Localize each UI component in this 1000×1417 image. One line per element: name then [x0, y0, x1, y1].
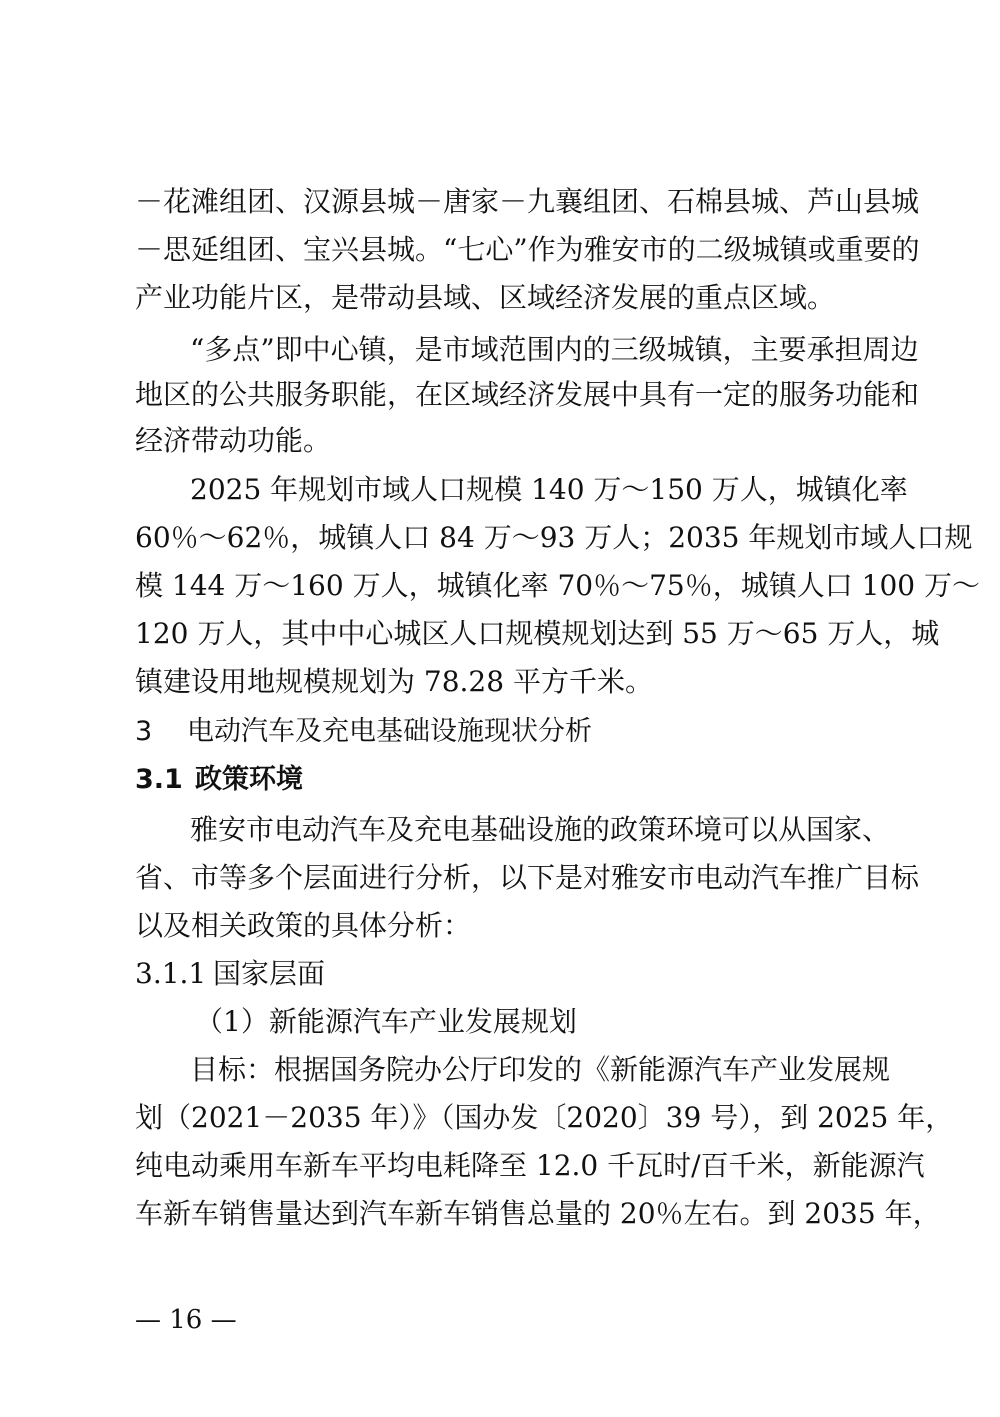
body-line: 120 万人，其中中心城区人口规模规划达到 55 万～65 万人，城	[135, 617, 940, 650]
body-line: 目标：根据国务院办公厅印发的《新能源汽车产业发展规	[190, 1053, 891, 1086]
section-title: 国家层面	[213, 957, 326, 990]
section-3-1-1-heading	[135, 954, 875, 994]
body-line: 产业功能片区，是带动县域、区域经济发展的重点区域。	[135, 281, 836, 314]
body-line: 纯电动乘用车新车平均电耗降至 12.0 千瓦时/百千米，新能源汽	[135, 1149, 925, 1182]
body-line: 2025 年规划市域人口规模 140 万～150 万人，城镇化率	[190, 473, 908, 506]
body-line: 地区的公共服务职能，在区域经济发展中具有一定的服务功能和	[135, 378, 920, 411]
section-title: 电动汽车及充电基础设施现状分析	[187, 716, 592, 747]
body-line: －花滩组团、汉源县城－唐家－九襄组团、石棉县城、芦山县城	[135, 185, 920, 218]
body-line: 经济带动功能。	[135, 424, 332, 457]
body-line: 省、市等多个层面进行分析，以下是对雅安市电动汽车推广目标	[135, 861, 920, 894]
body-line: 雅安市电动汽车及充电基础设施的政策环境可以从国家、	[190, 813, 891, 846]
section-3-1-heading	[135, 760, 875, 800]
body-line: 以及相关政策的具体分析：	[135, 909, 472, 942]
section-number: 3.1.1	[135, 957, 207, 990]
body-line: 模 144 万～160 万人，城镇化率 70％～75％，城镇人口 100 万～	[135, 569, 980, 602]
body-line: “多点”即中心镇，是市域范围内的三级城镇，主要承担周边	[190, 333, 919, 366]
list-item-heading: （1）新能源汽车产业发展规划	[195, 1005, 577, 1038]
section-title: 政策环境	[195, 764, 303, 795]
section-number: 3	[135, 716, 153, 747]
section-number: 3.1	[135, 764, 183, 795]
body-line: 车新车销售量达到汽车新车销售总量的 20％左右。到 2035 年，	[135, 1197, 941, 1230]
body-line: 划（2021－2035 年）》（国办发〔2020〕39 号），到 2025 年，	[135, 1101, 954, 1134]
page-number: — 16 —	[135, 1305, 237, 1335]
body-line: －思延组团、宝兴县城。“七心”作为雅安市的二级城镇或重要的	[135, 233, 920, 266]
section-3-heading	[135, 712, 875, 752]
body-line: 镇建设用地规模规划为 78.28 平方千米。	[135, 665, 653, 698]
body-line: 60％～62％，城镇人口 84 万～93 万人；2035 年规划市域人口规	[135, 521, 973, 554]
